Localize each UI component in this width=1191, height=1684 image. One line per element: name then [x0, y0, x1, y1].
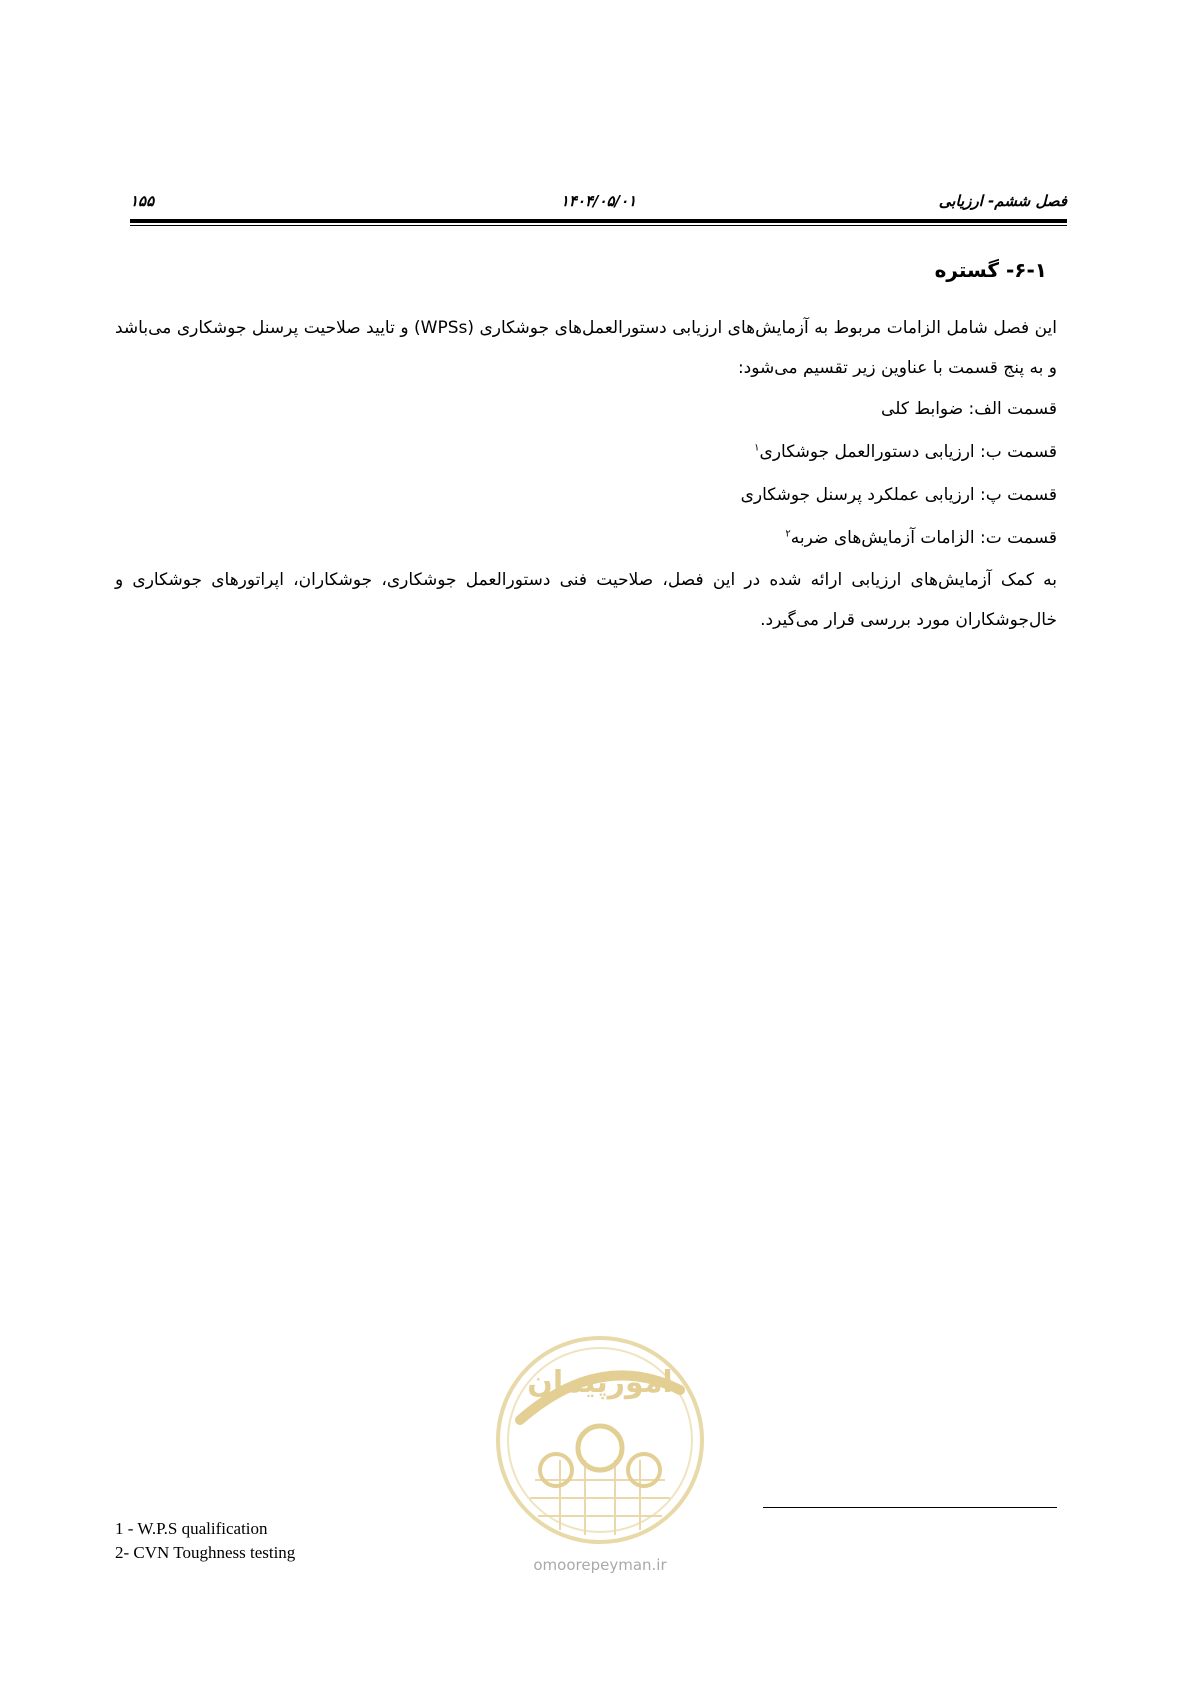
header-rule-thick: [130, 219, 1067, 223]
section-title: ۶-۱- گستره: [934, 258, 1047, 282]
footnotes: [115, 1517, 295, 1565]
part-item: [115, 388, 1057, 431]
footnote-item: 1 - W.P.S qualification: [115, 1519, 268, 1538]
footnote-ref: ۲: [785, 528, 791, 540]
chapter-title: فصل ششم- ارزیابی: [938, 192, 1067, 210]
header-date: ۱۴۰۴/۰۵/۰۱: [560, 192, 637, 210]
footnote-item: 2- CVN Toughness testing: [115, 1543, 296, 1562]
watermark-logo-text: امورپیمان: [527, 1365, 673, 1400]
main-content: [115, 258, 1057, 640]
part-item-text: قسمت ب: ارزیابی دستورالعمل جوشکاری: [759, 442, 1057, 462]
part-item: [115, 474, 1057, 517]
watermark: [490, 1330, 710, 1590]
part-item-text: قسمت الف: ضوابط کلی: [881, 399, 1057, 419]
page-header: [130, 184, 1067, 214]
watermark-site: omoorepeyman.ir: [533, 1556, 667, 1574]
watermark-logo: [490, 1330, 710, 1550]
part-item-text: قسمت پ: ارزیابی عملکرد پرسنل جوشکاری: [740, 485, 1057, 505]
part-item: [115, 431, 1057, 474]
footnote-ref: ۱: [754, 442, 760, 454]
closing-paragraph: به کمک آزمایش‌های ارزیابی ارائه شده در این فصل، صلاحیت فنی دستورالعمل جوشکاری، جوشکاران، اپراتورهای جوشکاری و خال‌جوشکاران مورد بررسی قرار می‌گیرد.: [115, 570, 1057, 630]
intro-paragraph: این فصل شامل الزامات مربوط به آزمایش‌های ارزیابی دستورالعمل‌های جوشکاری (WPSs) و تایید صلاحیت پرسنل جوشکاری می‌باشد و به پنج قسمت با عناوین زیر تقسیم می‌شود:: [115, 318, 1057, 378]
footnote-separator: [763, 1507, 1057, 1508]
part-item-text: قسمت ت: الزامات آزمایش‌های ضربه: [790, 528, 1057, 548]
part-item: [115, 517, 1057, 560]
header-rule-thin: [130, 225, 1067, 226]
page-number: ۱۵۵: [130, 192, 155, 210]
